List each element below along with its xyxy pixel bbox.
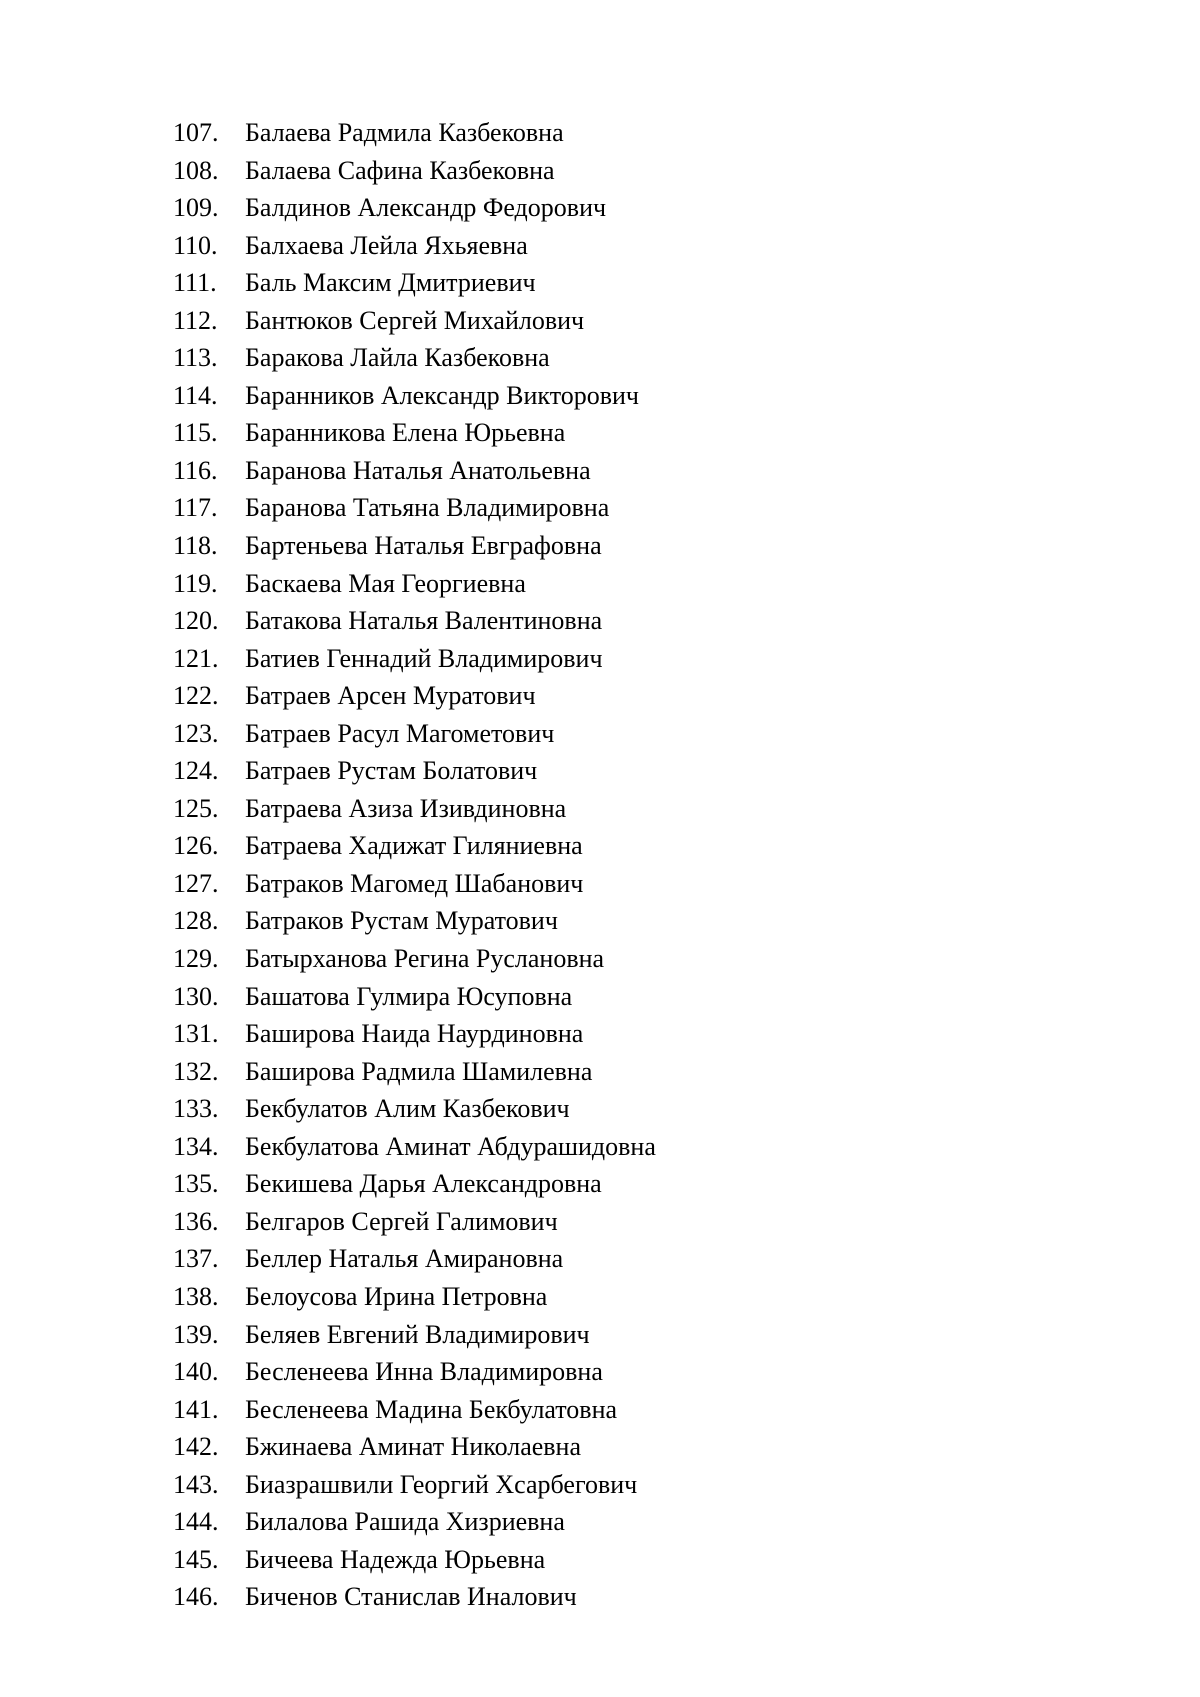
list-item-name: Батраева Хадижат Гиляниевна (245, 831, 583, 861)
list-item-name: Бичеева Надежда Юрьевна (245, 1544, 546, 1574)
list-item-name: Бекишева Дарья Александровна (245, 1169, 602, 1199)
list-item-number: 108. (173, 155, 219, 185)
list-item (0, 1466, 1200, 1504)
list-item-name: Батраев Рустам Болатович (245, 756, 538, 786)
list-item-number: 137. (173, 1244, 219, 1274)
list-item-number: 110. (173, 230, 218, 260)
list-item (0, 527, 1200, 565)
list-item-name: Башатова Гулмира Юсуповна (245, 981, 573, 1011)
list-item (0, 1128, 1200, 1166)
list-item (0, 752, 1200, 790)
list-item-name: Беллер Наталья Амирановна (245, 1244, 564, 1274)
list-item-name: Батырханова Регина Руслановна (245, 944, 605, 974)
list-item-number: 138. (173, 1281, 219, 1311)
list-item-number: 117. (173, 493, 218, 523)
list-item-name: Батраева Азиза Изивдиновна (245, 793, 567, 823)
list-item (0, 152, 1200, 190)
list-item-number: 142. (173, 1432, 219, 1462)
list-item-name: Баширова Наида Наурдиновна (245, 1019, 584, 1049)
name-list (0, 114, 1200, 1616)
list-item-number: 119. (173, 568, 218, 598)
list-item-number: 127. (173, 868, 219, 898)
list-item (0, 677, 1200, 715)
list-item (0, 1316, 1200, 1354)
list-item (0, 1015, 1200, 1053)
list-item (0, 452, 1200, 490)
list-item-name: Баскаева Мая Георгиевна (245, 568, 526, 598)
list-item-number: 109. (173, 193, 219, 223)
list-item-number: 123. (173, 718, 219, 748)
list-item-number: 139. (173, 1319, 219, 1349)
list-item-number: 122. (173, 681, 219, 711)
list-item-name: Баширова Радмила Шамилевна (245, 1056, 593, 1086)
list-item-name: Бекбулатова Аминат Абдурашидовна (245, 1131, 656, 1161)
list-item-name: Баракова Лайла Казбековна (245, 343, 550, 373)
list-item (0, 1578, 1200, 1616)
list-item-number: 112. (173, 305, 218, 335)
list-item-name: Бантюков Сергей Михайлович (245, 305, 585, 335)
list-item (0, 189, 1200, 227)
list-item-number: 125. (173, 793, 219, 823)
list-item-number: 143. (173, 1469, 219, 1499)
list-item-number: 145. (173, 1544, 219, 1574)
list-item-number: 128. (173, 906, 219, 936)
list-item (0, 1240, 1200, 1278)
list-item-name: Баль Максим Дмитриевич (245, 268, 536, 298)
list-item (0, 827, 1200, 865)
list-item-name: Батраков Магомед Шабанович (245, 868, 584, 898)
list-item-name: Баранникова Елена Юрьевна (245, 418, 566, 448)
list-item-number: 136. (173, 1206, 219, 1236)
list-item (0, 640, 1200, 678)
list-item-number: 107. (173, 118, 219, 147)
list-item (0, 790, 1200, 828)
list-item-number: 116. (173, 455, 218, 485)
list-item-number: 115. (173, 418, 218, 448)
list-item (0, 1541, 1200, 1579)
list-item-name: Бесленеева Инна Владимировна (245, 1357, 603, 1387)
list-item-number: 141. (173, 1394, 219, 1424)
list-item-name: Билалова Рашида Хизриевна (245, 1507, 565, 1537)
list-item (0, 1353, 1200, 1391)
list-item (0, 978, 1200, 1016)
list-item-name: Белоусова Ирина Петровна (245, 1281, 548, 1311)
list-item-name: Батиев Геннадий Владимирович (245, 643, 603, 673)
list-item (0, 1090, 1200, 1128)
list-item-number: 113. (173, 343, 218, 373)
list-item-name: Батакова Наталья Валентиновна (245, 606, 603, 636)
list-item-number: 124. (173, 756, 219, 786)
list-item-name: Биазрашвили Георгий Хсарбегович (245, 1469, 638, 1499)
list-item-number: 114. (173, 380, 218, 410)
list-item-number: 134. (173, 1131, 219, 1161)
list-item-name: Бесленеева Мадина Бекбулатовна (245, 1394, 618, 1424)
list-item-name: Балаева Сафина Казбековна (245, 155, 555, 185)
list-item-name: Беляев Евгений Владимирович (245, 1319, 590, 1349)
list-item-number: 132. (173, 1056, 219, 1086)
list-item-number: 121. (173, 643, 219, 673)
list-item (0, 1203, 1200, 1241)
list-item (0, 565, 1200, 603)
list-item (0, 264, 1200, 302)
list-item-number: 129. (173, 944, 219, 974)
list-item-number: 135. (173, 1169, 219, 1199)
list-item (0, 114, 1200, 152)
list-item-name: Бекбулатов Алим Казбекович (245, 1094, 570, 1124)
list-item-name: Батраев Расул Магометович (245, 718, 555, 748)
list-item (0, 602, 1200, 640)
list-item-number: 111. (173, 268, 217, 298)
list-item-number: 131. (173, 1019, 219, 1049)
list-item (0, 1503, 1200, 1541)
list-item (0, 489, 1200, 527)
list-item (0, 715, 1200, 753)
list-item-number: 140. (173, 1357, 219, 1387)
list-item (0, 1165, 1200, 1203)
list-item-name: Баранова Наталья Анатольевна (245, 455, 591, 485)
list-item-number: 126. (173, 831, 219, 861)
list-item-number: 144. (173, 1507, 219, 1537)
list-item (0, 339, 1200, 377)
list-item (0, 940, 1200, 978)
list-item-name: Баранников Александр Викторович (245, 380, 639, 410)
list-item-name: Батраев Арсен Муратович (245, 681, 536, 711)
list-item-name: Батраков Рустам Муратович (245, 906, 558, 936)
list-item-name: Балаева Радмила Казбековна (245, 118, 564, 147)
list-item (0, 302, 1200, 340)
list-item (0, 1428, 1200, 1466)
list-item (0, 865, 1200, 903)
list-item-name: Баранова Татьяна Владимировна (245, 493, 610, 523)
list-item (0, 1278, 1200, 1316)
list-item (0, 902, 1200, 940)
list-item-name: Биченов Станислав Иналович (245, 1582, 577, 1612)
list-item-name: Белгаров Сергей Галимович (245, 1206, 558, 1236)
list-item-number: 120. (173, 606, 219, 636)
list-item (0, 1053, 1200, 1091)
list-item-number: 146. (173, 1582, 219, 1612)
list-item-name: Балхаева Лейла Яхьяевна (245, 230, 528, 260)
list-item-name: Бартеньева Наталья Евграфовна (245, 531, 602, 561)
list-item (0, 414, 1200, 452)
list-item-name: Балдинов Александр Федорович (245, 193, 607, 223)
list-item-number: 118. (173, 531, 218, 561)
list-item-number: 130. (173, 981, 219, 1011)
list-item (0, 377, 1200, 415)
list-item (0, 227, 1200, 265)
list-item-number: 133. (173, 1094, 219, 1124)
list-item-name: Бжинаева Аминат Николаевна (245, 1432, 582, 1462)
list-item (0, 1391, 1200, 1429)
